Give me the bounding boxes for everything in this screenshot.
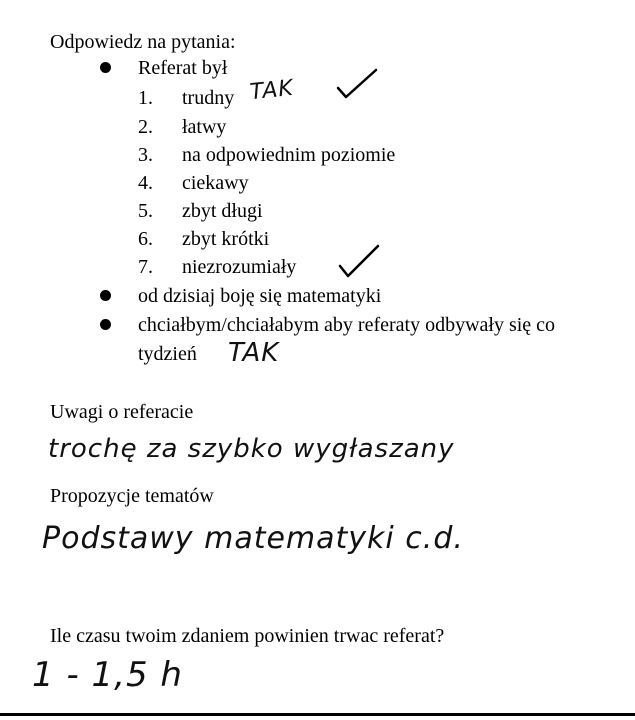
remarks-label: Uwagi o referacie <box>50 401 194 423</box>
bullet <box>100 290 111 301</box>
option-label: niezrozumiały <box>182 256 297 278</box>
handwritten-answer: TAK <box>248 75 296 106</box>
form-heading: Odpowiedz na pytania: <box>50 31 236 53</box>
checkmark-icon <box>334 240 384 280</box>
option-number: 1. <box>138 87 153 109</box>
bottom-divider <box>0 713 635 716</box>
option-number: 5. <box>138 200 153 222</box>
option-number: 7. <box>138 256 153 278</box>
option-number: 6. <box>138 228 153 250</box>
option-label: trudny <box>182 87 235 109</box>
handwritten-topics: Podstawy matematyki c.d. <box>42 521 464 556</box>
handwritten-answer: TAK <box>228 338 280 368</box>
option-label: na odpowiednim poziomie <box>182 144 396 166</box>
option-number: 4. <box>138 172 153 194</box>
option-label: łatwy <box>182 116 227 138</box>
handwritten-remarks: trochę za szybko wygłaszany <box>48 434 455 464</box>
option-label: zbyt długi <box>182 200 263 222</box>
duration-label: Ile czasu twoim zdaniem powinien trwac referat? <box>50 625 445 647</box>
bullet <box>100 319 111 330</box>
bullet <box>100 62 111 73</box>
option-label: ciekawy <box>182 172 249 194</box>
option-label: zbyt krótki <box>182 228 270 250</box>
handwritten-duration: 1 - 1,5 h <box>32 655 183 695</box>
q2-label: od dzisiaj boję się matematyki <box>138 285 382 307</box>
topics-label: Propozycje tematów <box>50 485 214 507</box>
option-number: 2. <box>138 116 153 138</box>
option-number: 3. <box>138 144 153 166</box>
q1-label: Referat był <box>138 57 228 79</box>
q3-label-line2: tydzień <box>138 343 197 365</box>
q3-label-line1: chciałbym/chciałabym aby referaty odbywały się co <box>138 314 556 336</box>
checkmark-icon <box>332 64 382 104</box>
